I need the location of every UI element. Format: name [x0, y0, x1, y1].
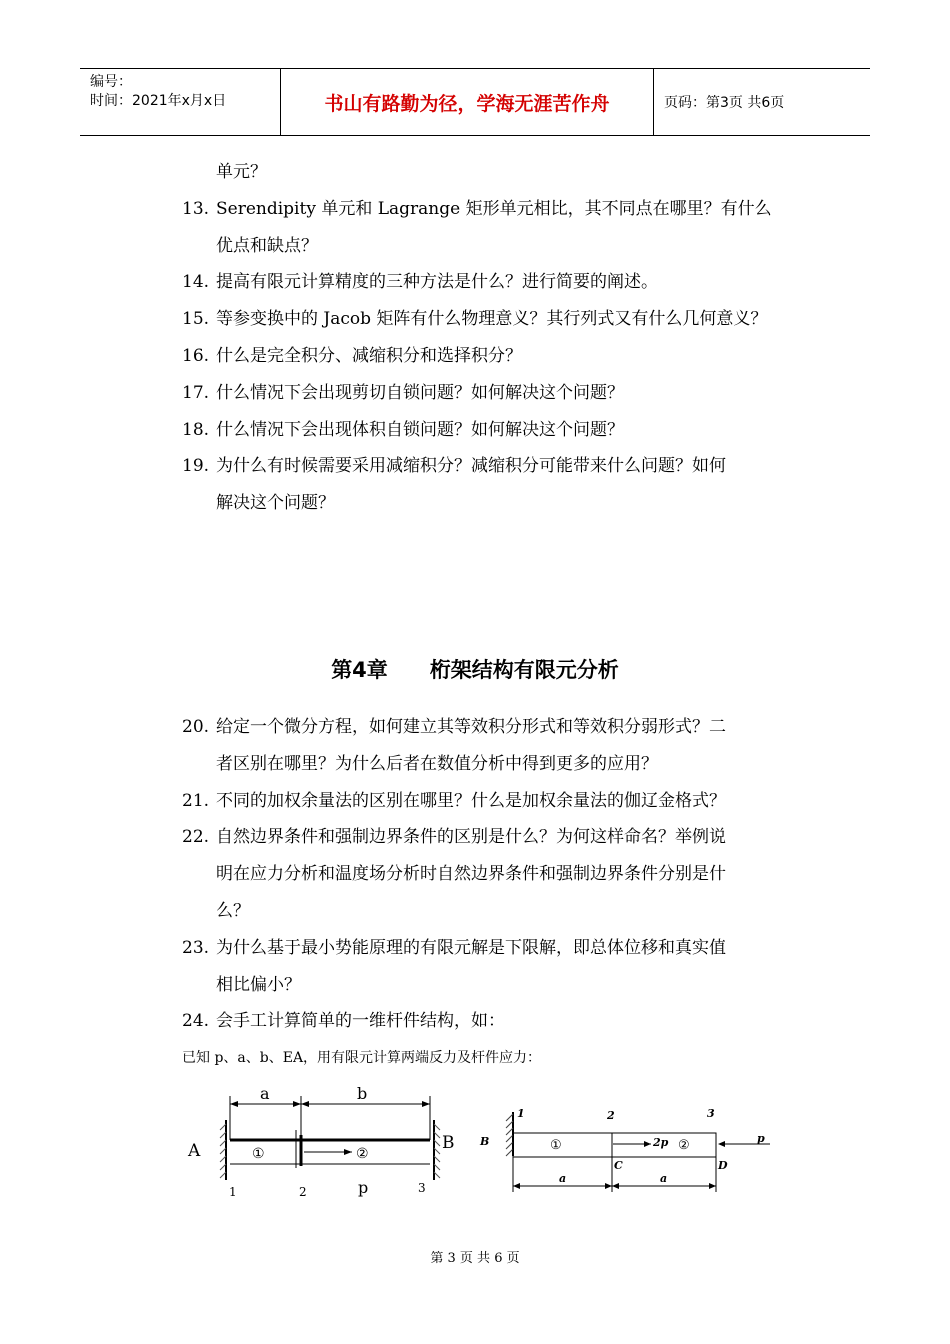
- load-p-label: p: [757, 1132, 765, 1145]
- dim-a2-label: a: [660, 1172, 668, 1185]
- question-number: 24.: [182, 1011, 210, 1032]
- date-label: 时间：2021年x月x日: [90, 93, 227, 109]
- question-text-line: 为什么有时候需要采用减缩积分？减缩积分可能带来什么问题？如何: [216, 456, 726, 477]
- header-page-info: 页码：第3页 共6页: [664, 95, 785, 111]
- support-A-label: A: [188, 1141, 201, 1161]
- header-meta: [80, 69, 281, 135]
- page-header: [80, 68, 870, 136]
- node-3-label: 3: [707, 1107, 715, 1120]
- element-1-label: ①: [550, 1138, 562, 1153]
- question-text-line: 什么情况下会出现剪切自锁问题？如何解决这个问题？: [216, 382, 624, 403]
- chapter-title: 桁架结构有限元分析: [429, 658, 619, 682]
- question-text-line: 解决这个问题？: [216, 493, 335, 514]
- question-number: 14.: [182, 272, 210, 293]
- number-label: 编号：: [90, 74, 132, 90]
- bar-diagram-2: [475, 1100, 775, 1195]
- question-text-line: 什么情况下会出现体积自锁问题？如何解决这个问题？: [216, 419, 624, 440]
- question-text-line: 者区别在哪里？为什么后者在数值分析中得到更多的应用？: [216, 753, 658, 774]
- node-2-label: 2: [299, 1185, 307, 1199]
- node-2-label: 2: [607, 1109, 615, 1122]
- question-text-line: 自然边界条件和强制边界条件的区别是什么？为何这样命名？举例说: [216, 827, 726, 848]
- dim-a-label: a: [260, 1084, 270, 1103]
- question-number: 21.: [182, 790, 210, 811]
- question-text-line: 提高有限元计算精度的三种方法是什么？进行简要的阐述。: [216, 272, 658, 293]
- given-text: 已知 p、a、b、EA，用有限元计算两端反力及杆件应力：: [182, 1050, 542, 1066]
- question-text-line: 单元？: [216, 162, 267, 182]
- question-number: 13.: [182, 198, 210, 219]
- wall-hatch: [506, 1114, 513, 1156]
- question-number: 20.: [182, 717, 210, 737]
- node-3-label: 3: [418, 1181, 426, 1195]
- support-B-label: B: [480, 1135, 490, 1148]
- question-text-line: 不同的加权余量法的区别在哪里？什么是加权余量法的伽辽金格式？: [216, 790, 726, 811]
- question-number: 15.: [182, 309, 210, 330]
- question-number: 18.: [182, 419, 210, 440]
- question-text-line: 优点和缺点？: [216, 235, 318, 256]
- question-text-line: 为什么基于最小势能原理的有限元解是下限解，即总体位移和真实值: [216, 937, 726, 958]
- support-B-label: B: [442, 1133, 455, 1153]
- node-1-label: 1: [517, 1107, 525, 1120]
- dim-a1-label: a: [559, 1172, 567, 1185]
- header-motto: 书山有路勤为径，学海无涯苦作舟: [281, 69, 654, 135]
- point-D-label: D: [718, 1159, 728, 1172]
- dim-b-label: b: [357, 1084, 368, 1103]
- question-number: 19.: [182, 456, 210, 477]
- question-number: 22.: [182, 827, 210, 848]
- question-text-line: Serendipity 单元和 Lagrange 矩形单元相比，其不同点在哪里？有什么: [216, 198, 772, 219]
- element-1-label: ①: [252, 1146, 265, 1162]
- load-2p-label: 2p: [653, 1136, 669, 1149]
- question-text-line: 什么是完全积分、减缩积分和选择积分？: [216, 346, 522, 366]
- question-text-line: 会手工计算简单的一维杆件结构，如：: [216, 1011, 505, 1032]
- question-text-line: 么？: [216, 901, 250, 921]
- question-number: 17.: [182, 382, 210, 403]
- question-text-line: 等参变换中的 Jacob 矩阵有什么物理意义？其行列式又有什么几何意义？: [216, 309, 768, 330]
- node-1-label: 1: [229, 1185, 237, 1199]
- bar-diagram-1: [180, 1080, 470, 1205]
- chapter-heading: [0, 654, 950, 684]
- element-2-label: ②: [356, 1146, 369, 1162]
- question-number: 16.: [182, 346, 210, 366]
- question-text-line: 相比偏小？: [216, 974, 301, 995]
- load-p-label: p: [358, 1178, 369, 1197]
- element-2-label: ②: [678, 1138, 690, 1153]
- question-text-line: 给定一个微分方程，如何建立其等效积分形式和等效积分弱形式？二: [216, 717, 726, 737]
- page-footer: 第 3 页 共 6 页: [430, 1251, 520, 1266]
- question-text-line: 明在应力分析和温度场分析时自然边界条件和强制边界条件分别是什: [216, 864, 726, 885]
- point-C-label: C: [614, 1159, 623, 1172]
- chapter-number: 第4章: [331, 658, 388, 682]
- question-number: 23.: [182, 937, 210, 958]
